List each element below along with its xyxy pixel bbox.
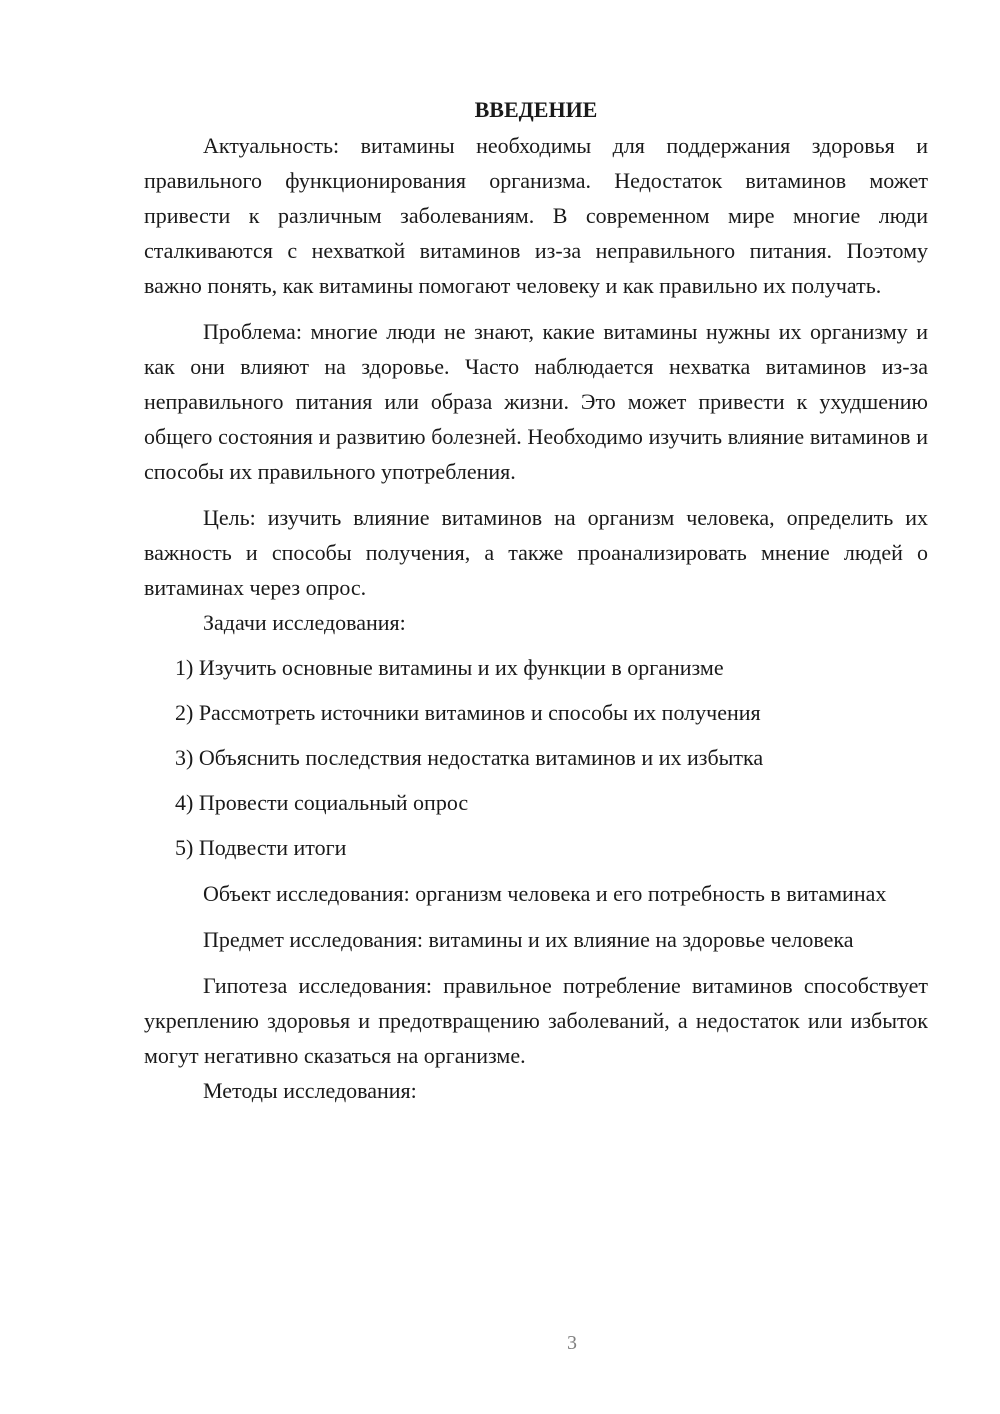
section-title: ВВЕДЕНИЕ — [474, 97, 598, 122]
tasks-label: Задачи исследования: — [203, 610, 406, 635]
problem-paragraph: Проблема: многие люди не знают, какие витамины нужны их организму и как они влияют на здоровье. Часто наблюдается нехватка витаминов из-за неправильного питания или образа жизни. Это может привести к ухудшению общего состояния и развитию болезней. Необходимо изучить влияние витаминов и способы их правильного употребления. — [144, 319, 928, 484]
list-item: 5) Подвести итоги — [175, 835, 347, 860]
hypothesis-paragraph: Гипотеза исследования: правильное потребление витаминов способствует укреплению здоровья и предотвращению заболеваний, а недостаток или избыток могут негативно сказаться на организме. — [144, 973, 928, 1068]
tasks-list — [144, 650, 928, 865]
goal-paragraph: Цель: изучить влияние витаминов на организм человека, определить их важность и способы получения, а также проанализировать мнение людей о витаминах через опрос. — [144, 505, 928, 600]
methods-label: Методы исследования: — [203, 1078, 417, 1103]
subject-paragraph: Предмет исследования: витамины и их влияние на здоровье человека — [203, 927, 854, 952]
list-item: 4) Провести социальный опрос — [175, 790, 469, 815]
page-number: 3 — [567, 1332, 577, 1354]
list-item: 3) Объяснить последствия недостатка витаминов и их избытка — [175, 745, 764, 770]
list-item: 1) Изучить основные витамины и их функции в организме — [175, 655, 724, 680]
relevance-paragraph: Актуальность: витамины необходимы для поддержания здоровья и правильного функционирования организма. Недостаток витаминов может привести к различным заболеваниям. В современном мире многие люди сталкиваются с нехваткой витаминов из-за неправильного питания. Поэтому важно понять, как витамины помогают человеку и как правильно их получать. — [144, 133, 928, 298]
page-content — [144, 92, 928, 1108]
list-item: 2) Рассмотреть источники витаминов и способы их получения — [175, 700, 761, 725]
object-paragraph: Объект исследования: организм человека и его потребность в витаминах — [203, 881, 887, 906]
